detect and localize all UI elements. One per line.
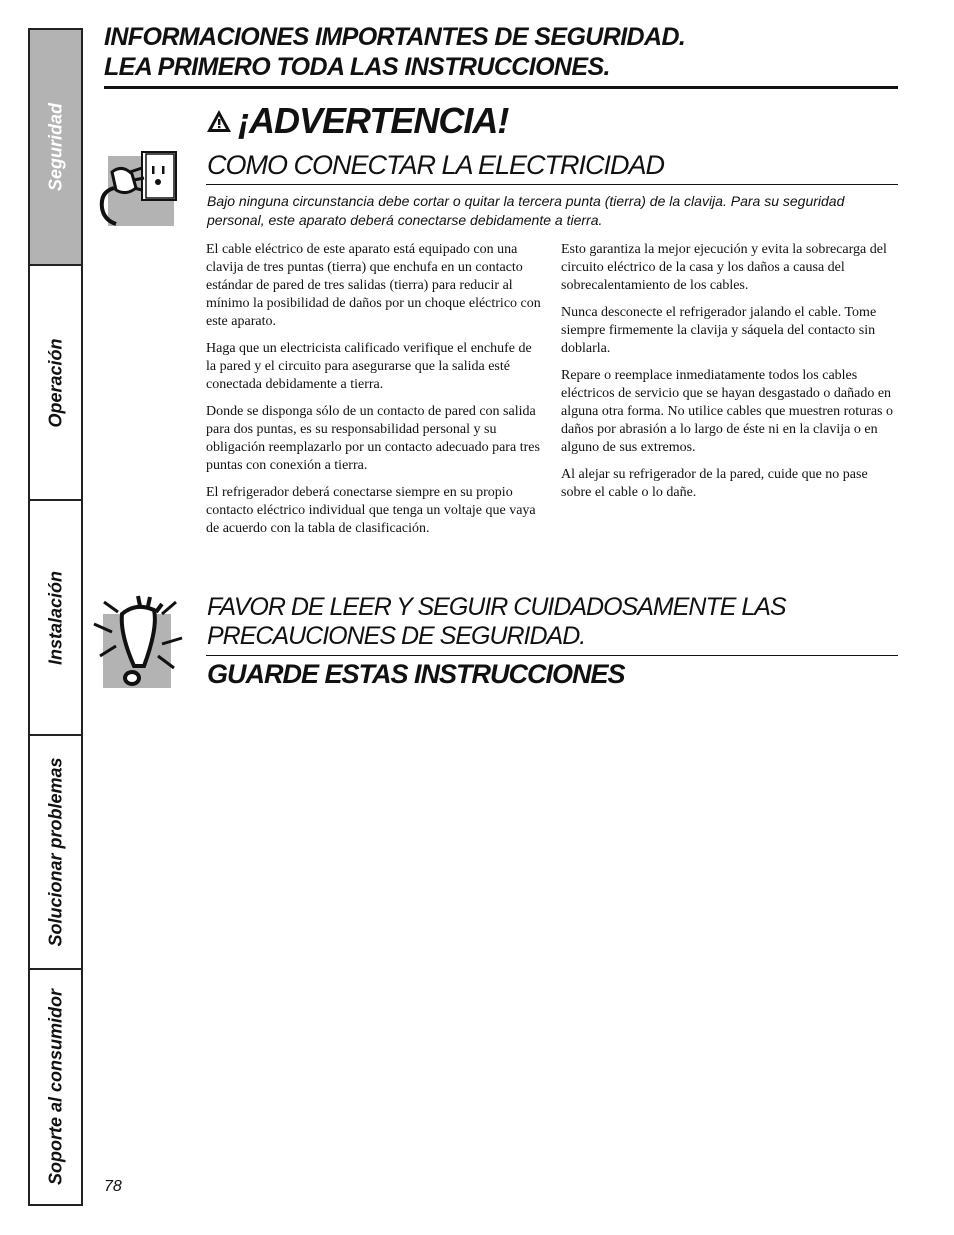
tab-label: Soporte al consumidor xyxy=(45,988,65,1186)
page-header xyxy=(104,22,898,82)
header-line-1: INFORMACIONES IMPORTANTES DE SEGURIDAD. xyxy=(104,23,686,51)
tab-label: Operación xyxy=(45,337,65,428)
page-number: 78 xyxy=(104,1178,122,1195)
tab-label: Solucionar problemas xyxy=(45,757,65,947)
paragraph: Al alejar su refrigerador de la pared, cuide que no pase sobre el cable o lo dañe. xyxy=(561,467,868,500)
tab-label: Instalación xyxy=(45,570,65,665)
paragraph: El cable eléctrico de este aparato está equipado con una clavija de tres puntas (tierra) que enchufa en un contacto estándar de pared de tres salidas (tierra) para reducir al mínimo la posibilidad de daños por un choque eléctrico con este aparato. xyxy=(206,242,541,329)
tab-operacion[interactable] xyxy=(30,266,81,501)
tab-soporte-al-consumidor[interactable] xyxy=(30,970,81,1204)
paragraph: Nunca desconecte el refrigerador jalando el cable. Tome siempre firmemente la clavija y sáquela del contacto sin doblarla. xyxy=(561,305,877,356)
warning-triangle-icon xyxy=(206,108,232,134)
right-column xyxy=(561,241,899,511)
warning-heading xyxy=(206,100,508,142)
tab-solucionar-problemas[interactable] xyxy=(30,736,81,970)
exclamation-alert-icon xyxy=(92,594,188,690)
tab-label: Seguridad xyxy=(45,102,65,192)
side-tabs xyxy=(28,28,83,1206)
left-column xyxy=(206,241,542,547)
plug-outlet-icon xyxy=(96,150,178,230)
tab-seguridad[interactable] xyxy=(30,30,81,266)
paragraph: Esto garantiza la mejor ejecución y evita la sobrecarga del circuito eléctrico de la casa y los daños a causa del sobrecalentamiento de los cables. xyxy=(561,242,887,293)
save-instructions-title: GUARDE ESTAS INSTRUCCIONES xyxy=(207,659,625,689)
tab-instalacion[interactable] xyxy=(30,501,81,736)
precautions-text: FAVOR DE LEER Y SEGUIR CUIDADOSAMENTE LAS PRECAUCIONES DE SEGURIDAD. xyxy=(207,593,786,650)
paragraph: El refrigerador deberá conectarse siempre en su propio contacto eléctrico individual que tenga un voltaje que vaya de acuerdo con la tabla de clasificación. xyxy=(206,485,536,536)
warning-title: ¡ADVERTENCIA! xyxy=(238,100,509,141)
section-divider xyxy=(206,184,898,185)
section-title: COMO CONECTAR LA ELECTRICIDAD xyxy=(207,150,665,180)
precautions-divider xyxy=(206,655,898,656)
header-line-2: LEA PRIMERO TODA LAS INSTRUCCIONES. xyxy=(104,53,610,81)
header-divider xyxy=(104,86,898,89)
section-intro: Bajo ninguna circunstancia debe cortar o quitar la tercera punta (tierra) de la clavija. Para su seguridad personal, este aparato deberá conectarse debidamente a tierra. xyxy=(207,193,845,228)
paragraph: Repare o reemplace inmediatamente todos los cables eléctricos de servicio que se hayan desgastado o dañado en alguna otra forma. No utilice cables que muestren roturas o daños por abrasión a lo largo de éste ni en la clavija o en alguno de sus extremos. xyxy=(561,368,893,455)
paragraph: Haga que un electricista calificado verifique el enchufe de la pared y el circuito para asegurarse que la salida esté conectada debidamente a tierra. xyxy=(206,341,532,392)
paragraph: Donde se disponga sólo de un contacto de pared con salida para dos puntas, es su responsabilidad personal y su obligación reemplazarlo por un contacto adecuado para tres puntas con conexión a tierra. xyxy=(206,404,540,473)
